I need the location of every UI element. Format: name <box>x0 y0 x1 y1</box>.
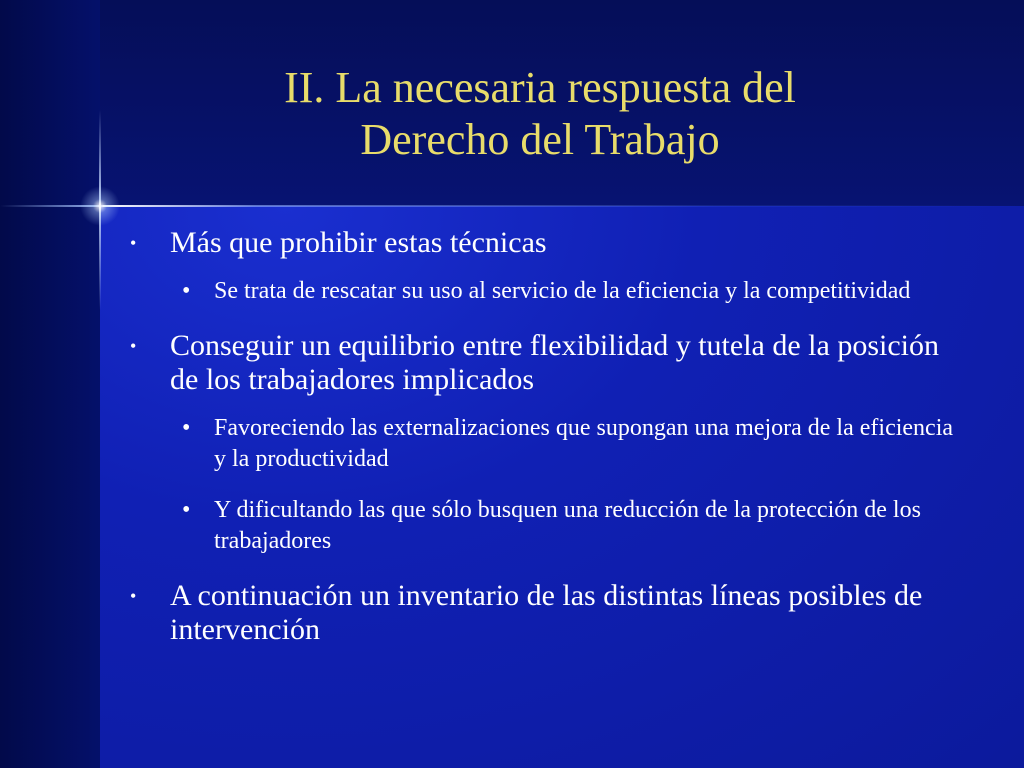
sub-bullet-text: Y dificultando las que sólo busquen una reducción de la protección de los trabajadores <box>214 497 921 554</box>
bullet-item-3 <box>130 579 960 647</box>
bullet-text: Más que prohibir estas técnicas <box>170 226 547 259</box>
title-line-1: II. La necesaria respuesta del <box>284 63 796 112</box>
sparkle-glow <box>80 186 120 226</box>
bullet-item-2 <box>130 329 960 397</box>
bullet-list <box>130 226 960 665</box>
sub-bullet-item-1-1 <box>130 276 960 307</box>
bullet-icon: • <box>130 336 137 356</box>
sub-bullet-item-2-1 <box>130 413 960 475</box>
sparkle-horizontal-line <box>0 205 1024 207</box>
sub-bullet-text: Favoreciendo las externalizaciones que supongan una mejora de la eficiencia y la productividad <box>214 415 954 472</box>
title-line-2: Derecho del Trabajo <box>360 115 720 164</box>
bullet-text: Conseguir un equilibrio entre flexibilidad y tutela de la posición de los trabajadores implicados <box>170 329 939 396</box>
sub-bullet-item-2-2 <box>130 495 960 557</box>
sub-bullet-icon: • <box>182 497 191 523</box>
bullet-icon: • <box>130 233 137 253</box>
bullet-item-1 <box>130 226 960 260</box>
slide-title <box>140 62 940 166</box>
sub-bullet-icon: • <box>182 415 191 441</box>
sub-bullet-text: Se trata de rescatar su uso al servicio de la eficiencia y la competitividad <box>214 278 911 304</box>
bullet-icon: • <box>130 586 137 606</box>
left-background-band <box>0 0 100 768</box>
bullet-text: A continuación un inventario de las distintas líneas posibles de intervención <box>170 579 923 646</box>
sub-bullet-icon: • <box>182 278 191 304</box>
